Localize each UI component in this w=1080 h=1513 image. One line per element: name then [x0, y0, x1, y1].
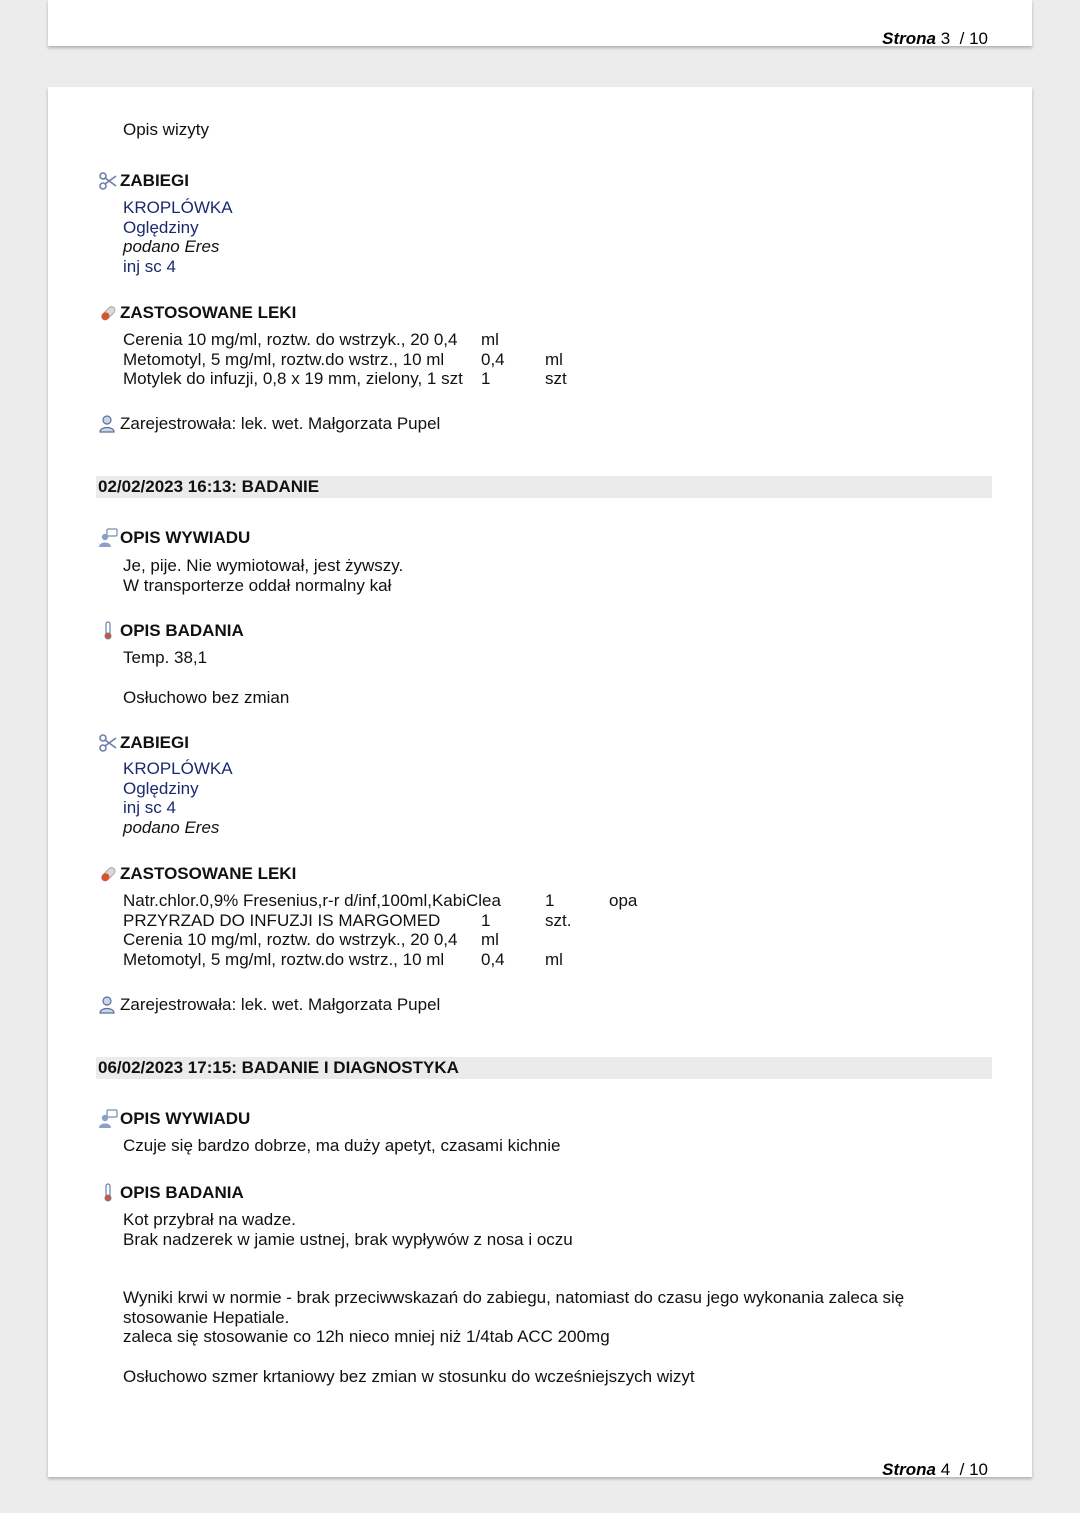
medication-qty: 0,4 — [481, 349, 505, 369]
page-footer — [882, 1460, 988, 1480]
footer-page-total: / 10 — [959, 1460, 988, 1479]
visit-date-header: 06/02/2023 17:15: BADANIE I DIAGNOSTYKA — [96, 1057, 992, 1079]
section-title: ZABIEGI — [120, 733, 189, 752]
history-line: Czuje się bardzo dobrze, ma duży apetyt, czasami kichnie — [123, 1136, 561, 1155]
visit-description: Opis wizyty — [123, 120, 209, 139]
medication-row — [123, 330, 723, 350]
procedures-list — [123, 198, 233, 276]
procedure-item: podano Eres — [123, 817, 220, 837]
medication-unit: szt — [545, 369, 567, 388]
procedure-item: Oględziny — [123, 217, 199, 237]
interview-icon — [98, 1109, 118, 1129]
medication-row — [123, 911, 723, 931]
footer-page-total: / 10 — [959, 29, 988, 48]
medication-name: Metomotyl, 5 mg/ml, roztw.do wstrz., 10 ml — [123, 949, 445, 969]
examination-line: Kot przybrał na wadze. — [123, 1210, 296, 1229]
section-header-medications — [98, 303, 296, 323]
footer-label: Strona — [882, 29, 936, 48]
examination-text — [123, 1288, 904, 1347]
history-line: Je, pije. Nie wymiotował, jest żywszy. — [123, 556, 404, 575]
previous-page-fragment — [48, 0, 1032, 46]
registered-by — [98, 414, 440, 434]
medication-unit: ml — [481, 330, 499, 349]
medication-row — [123, 950, 723, 970]
scissors-icon — [98, 171, 118, 191]
section-header-history — [98, 528, 250, 548]
section-header-history — [98, 1109, 250, 1129]
procedure-item: podano Eres — [123, 237, 220, 256]
medication-name: PRZYRZAD DO INFUZJI IS MARGOMED — [123, 910, 441, 930]
section-title: OPIS BADANIA — [120, 1183, 244, 1202]
medication-qty: 1 — [481, 910, 491, 930]
medication-name: Natr.chlor.0,9% Fresenius,r-r d/inf,100ml,KabiClea — [123, 891, 501, 910]
section-title: ZASTOSOWANE LEKI — [120, 864, 297, 883]
procedure-item: KROPLÓWKA — [123, 759, 233, 778]
medication-row — [123, 891, 723, 911]
section-header-procedures — [98, 733, 189, 753]
medication-qty: 1 — [545, 891, 555, 910]
procedure-item: KROPLÓWKA — [123, 198, 233, 217]
pill-icon — [98, 864, 118, 884]
section-header-procedures — [98, 171, 189, 191]
medication-name: Cerenia 10 mg/ml, roztw. do wstrzyk., 20 0,4 — [123, 330, 458, 349]
medication-qty: 1 — [481, 369, 491, 388]
examination-line: Osłuchowo szmer krtaniowy bez zmian w stosunku do wcześniejszych wizyt — [123, 1367, 695, 1386]
visit-date-header: 02/02/2023 16:13: BADANIE — [96, 476, 992, 498]
medications-list — [123, 330, 723, 389]
examination-line: Brak nadzerek w jamie ustnej, brak wypływów z nosa i oczu — [123, 1229, 573, 1249]
examination-line: Osłuchowo bez zmian — [123, 688, 290, 707]
footer-page-number: 3 — [940, 29, 951, 48]
medication-qty: 0,4 — [481, 949, 505, 969]
procedure-item: inj sc 4 — [123, 256, 176, 276]
medication-unit: szt. — [545, 910, 572, 930]
medication-unit: ml — [545, 349, 563, 369]
medication-unit: ml — [545, 949, 563, 969]
section-title: OPIS WYWIADU — [120, 1109, 251, 1128]
history-text — [123, 556, 403, 595]
pill-icon — [98, 303, 118, 323]
examination-line: zaleca się stosowanie co 12h nieco mniej niż 1/4tab ACC 200mg — [123, 1327, 610, 1346]
page-footer — [882, 29, 988, 49]
footer-page-number: 4 — [940, 1460, 951, 1479]
section-header-examination — [98, 621, 244, 641]
section-header-medications — [98, 864, 296, 884]
medication-row — [123, 930, 723, 950]
section-title: OPIS WYWIADU — [120, 528, 251, 547]
section-title: OPIS BADANIA — [120, 621, 244, 640]
medication-name: Metomotyl, 5 mg/ml, roztw.do wstrz., 10 ml — [123, 349, 445, 369]
thermometer-icon — [98, 1183, 118, 1203]
medication-unit: opa — [609, 891, 638, 910]
scissors-icon — [98, 733, 118, 753]
medications-list — [123, 891, 723, 969]
medication-row — [123, 350, 723, 370]
medication-row — [123, 369, 723, 389]
procedure-item: Oględziny — [123, 778, 199, 798]
user-icon — [98, 414, 118, 434]
section-header-examination — [98, 1183, 244, 1203]
medication-name: Motylek do infuzji, 0,8 x 19 mm, zielony, 1 szt — [123, 369, 463, 388]
thermometer-icon — [98, 621, 118, 641]
section-title: ZABIEGI — [120, 171, 189, 190]
user-icon — [98, 995, 118, 1015]
registered-text: Zarejestrowała: lek. wet. Małgorzata Pupel — [120, 414, 441, 434]
examination-line: Temp. 38,1 — [123, 648, 208, 667]
registered-by — [98, 995, 440, 1015]
medication-qty: ml — [481, 930, 499, 949]
interview-icon — [98, 528, 118, 548]
registered-text: Zarejestrowała: lek. wet. Małgorzata Pupel — [120, 995, 441, 1015]
footer-label: Strona — [882, 1460, 936, 1479]
examination-text — [123, 1210, 573, 1249]
procedure-item: inj sc 4 — [123, 798, 176, 817]
examination-line: Wyniki krwi w normie - brak przeciwwskazań do zabiegu, natomiast do czasu jego wykonania zaleca się — [123, 1288, 905, 1307]
examination-line: stosowanie Hepatiale. — [123, 1307, 290, 1327]
section-title: ZASTOSOWANE LEKI — [120, 303, 297, 322]
procedures-list — [123, 759, 233, 837]
medication-name: Cerenia 10 mg/ml, roztw. do wstrzyk., 20 0,4 — [123, 930, 458, 949]
history-line: W transporterze oddał normalny kał — [123, 575, 392, 595]
